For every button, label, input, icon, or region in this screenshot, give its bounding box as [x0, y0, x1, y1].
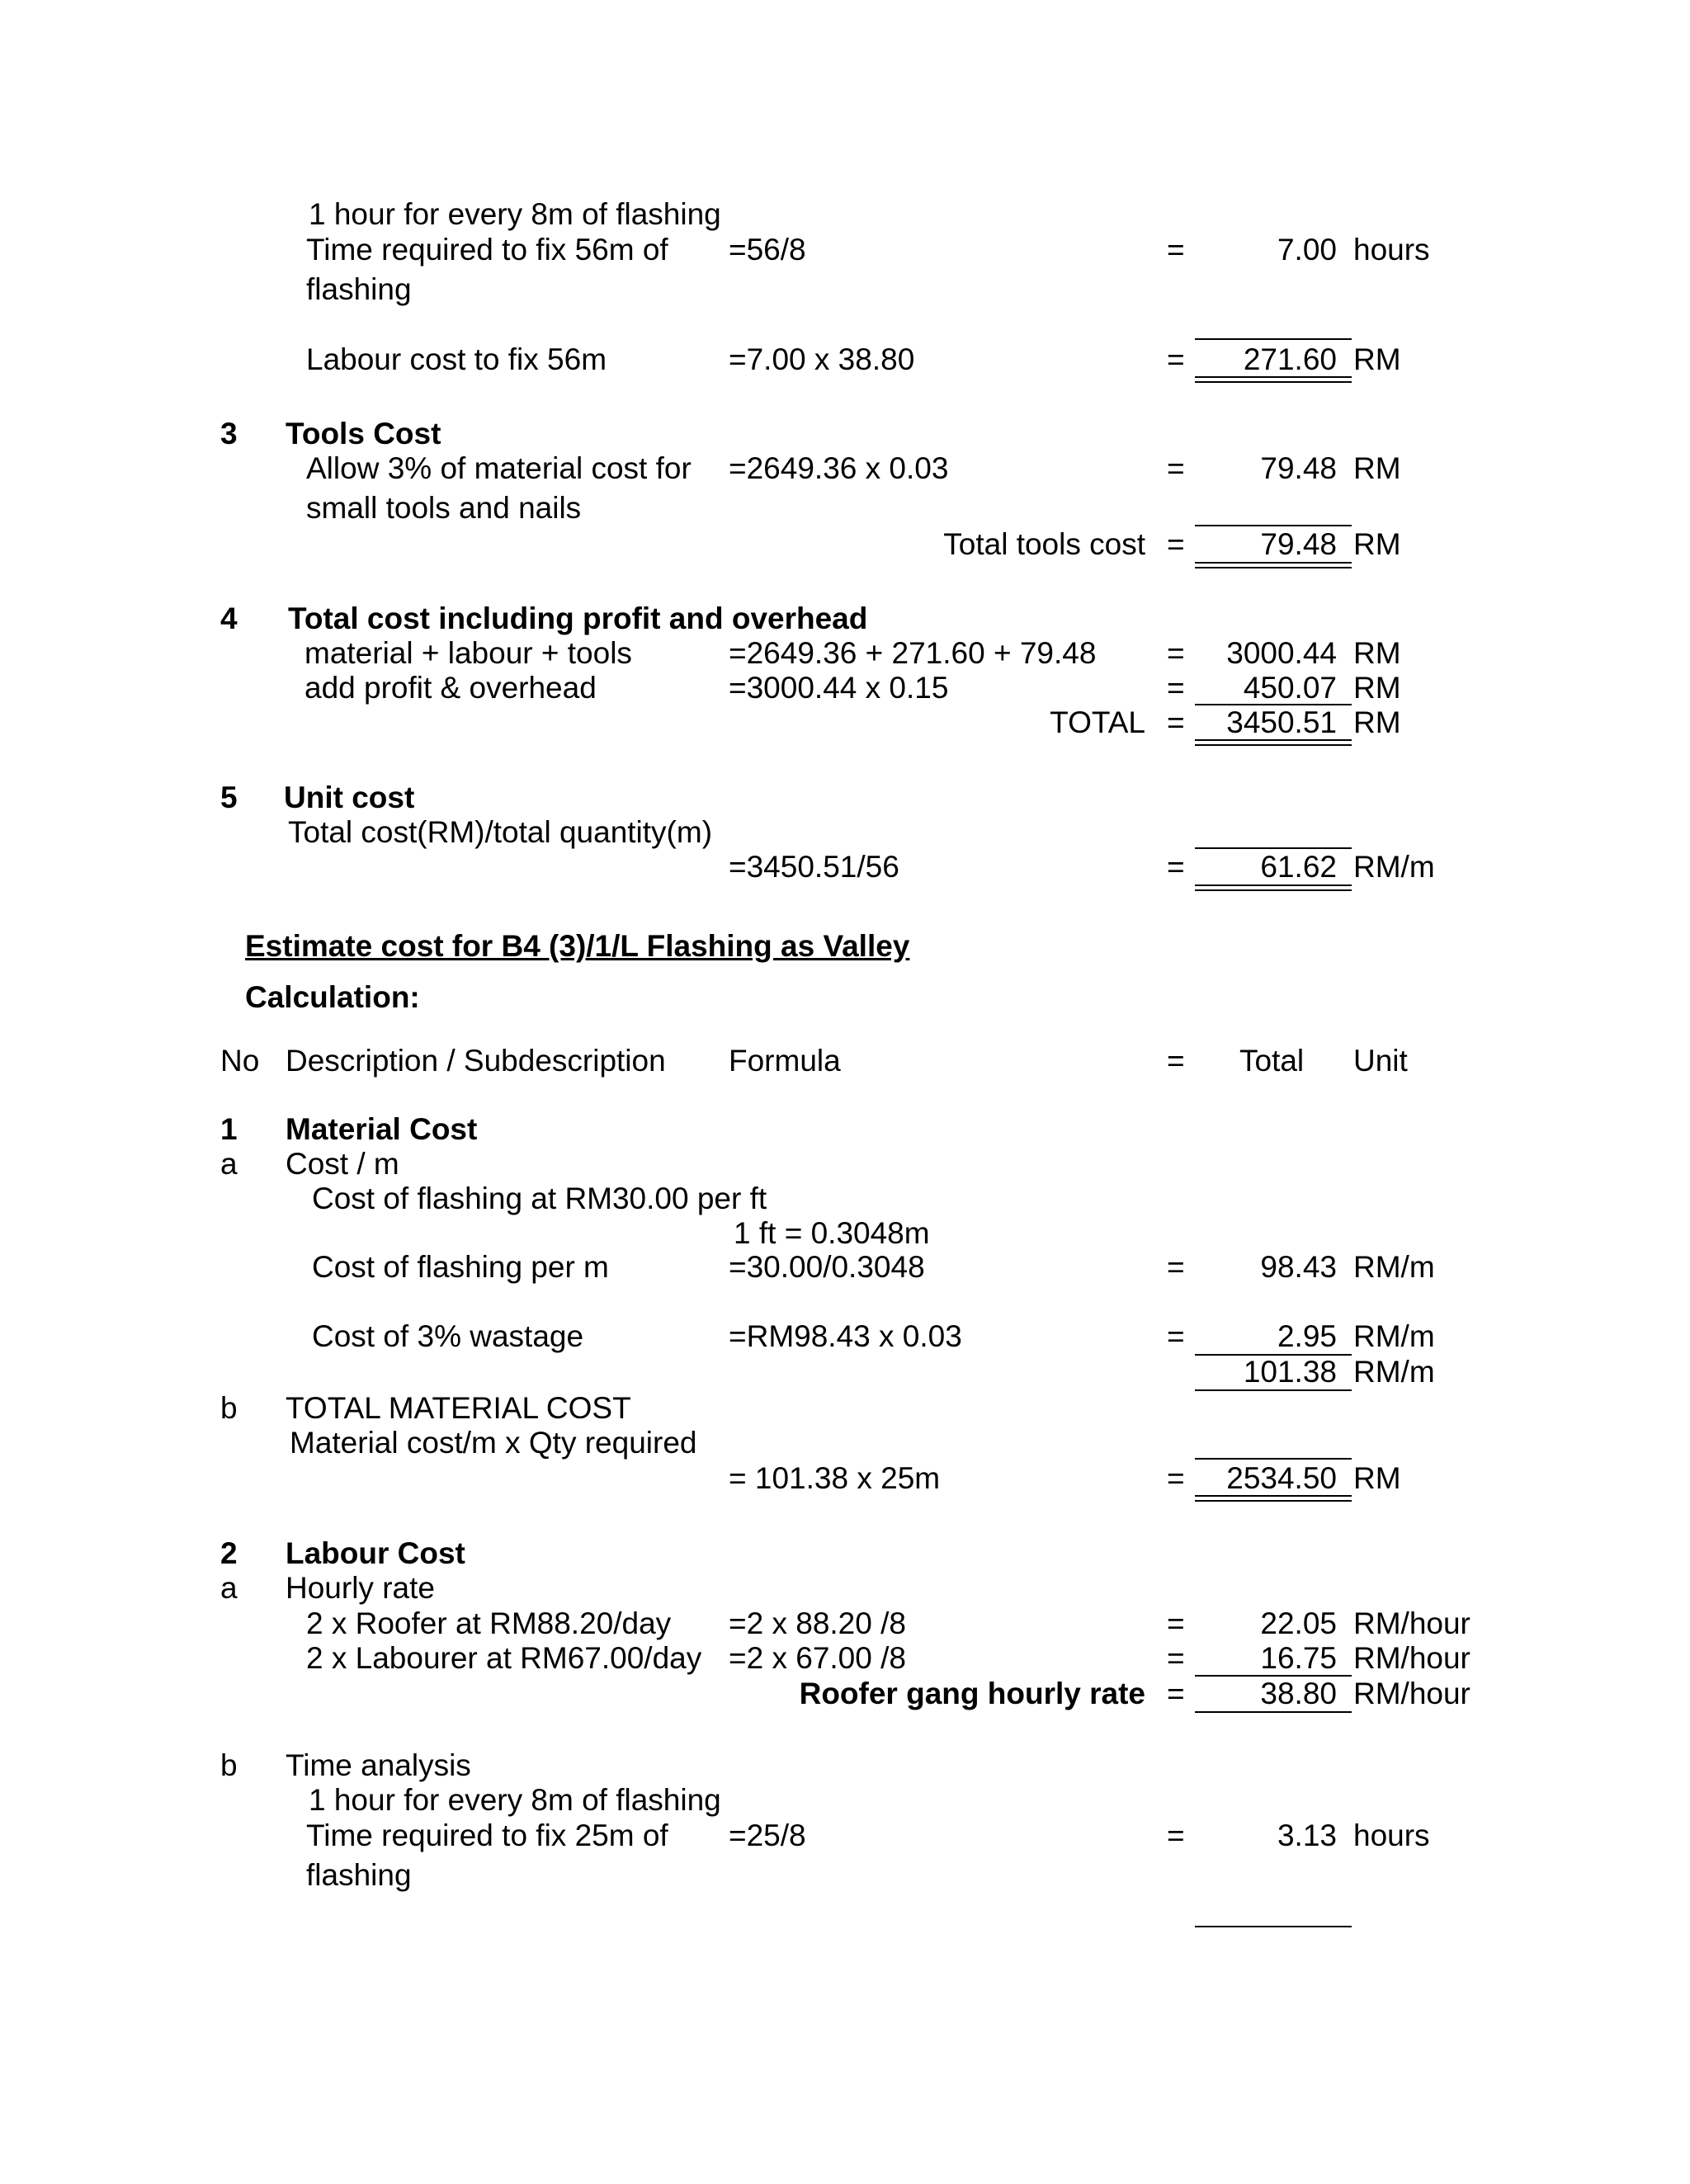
roofer-desc: 2 x Roofer at RM88.20/day	[306, 1606, 672, 1640]
item-letter: b	[220, 1748, 238, 1782]
gang-rate-unit: RM/hour	[1353, 1677, 1470, 1710]
gang-rate-label: Roofer gang hourly rate	[799, 1677, 1145, 1710]
time-desc-line1: Time required to fix 25m of	[306, 1818, 668, 1852]
valley-estimate-title: Estimate cost for B4 (3)/1/L Flashing as Valley	[245, 929, 910, 963]
time-desc-line2: flashing	[306, 1858, 412, 1892]
material-subtotal-unit: RM/m	[1353, 1355, 1435, 1389]
roofer-formula: =2 x 88.20 /8	[729, 1606, 906, 1640]
wastage-unit: RM/m	[1353, 1319, 1435, 1353]
time-analysis-label: Time analysis	[286, 1748, 471, 1782]
labourer-formula: =2 x 67.00 /8	[729, 1641, 906, 1675]
header-total: Total	[1239, 1044, 1305, 1078]
tools-value: 79.48	[1260, 451, 1337, 485]
labour-cost-value: 271.60	[1243, 342, 1337, 376]
tools-unit: RM	[1353, 451, 1401, 485]
labour-cost-formula: =7.00 x 38.80	[729, 342, 915, 376]
time-unit: hours	[1353, 1818, 1430, 1852]
time-rule-text: 1 hour for every 8m of flashing	[309, 197, 721, 231]
time-value: 3.13	[1277, 1818, 1337, 1852]
total-row1-desc: material + labour + tools	[304, 636, 632, 670]
equals-sign: =	[1167, 1606, 1185, 1640]
total-row2-desc: add profit & overhead	[304, 671, 597, 705]
cost-per-m-label: Cost / m	[286, 1147, 399, 1181]
equals-sign: =	[1167, 233, 1185, 267]
header-equals: =	[1167, 1044, 1185, 1078]
calculation-label: Calculation:	[245, 980, 420, 1014]
equals-sign: =	[1167, 451, 1185, 485]
time-value: 7.00	[1277, 233, 1337, 267]
per-m-value: 98.43	[1260, 1250, 1337, 1284]
rule-line	[1195, 338, 1352, 340]
header-formula: Formula	[729, 1044, 841, 1078]
labour-cost-heading: Labour Cost	[286, 1536, 465, 1570]
unit-cost-heading: Unit cost	[284, 781, 415, 814]
item-letter: b	[220, 1391, 238, 1425]
double-rule-line	[1195, 884, 1352, 891]
total-row1-formula: =2649.36 + 271.60 + 79.48	[729, 636, 1097, 670]
tools-formula: =2649.36 x 0.03	[729, 451, 949, 485]
rule-line	[1195, 1458, 1352, 1460]
total-tools-unit: RM	[1353, 527, 1401, 561]
header-no: No	[220, 1044, 260, 1078]
header-description: Description / Subdescription	[286, 1044, 666, 1078]
per-m-formula: =30.00/0.3048	[729, 1250, 925, 1284]
total-value: 3450.51	[1226, 705, 1337, 739]
labour-cost-desc: Labour cost to fix 56m	[306, 342, 607, 376]
time-desc-line1: Time required to fix 56m of	[306, 233, 668, 267]
labourer-desc: 2 x Labourer at RM67.00/day	[306, 1641, 702, 1675]
tools-cost-heading: Tools Cost	[286, 417, 441, 450]
wastage-desc: Cost of 3% wastage	[312, 1319, 584, 1353]
item-letter: a	[220, 1571, 238, 1605]
unit-cost-unit: RM/m	[1353, 850, 1435, 884]
time-rule-text: 1 hour for every 8m of flashing	[309, 1783, 721, 1817]
time-desc-line2: flashing	[306, 272, 412, 306]
total-material-cost-label: TOTAL MATERIAL COST	[286, 1391, 631, 1425]
labourer-value: 16.75	[1260, 1641, 1337, 1675]
total-row2-formula: =3000.44 x 0.15	[729, 671, 949, 705]
equals-sign: =	[1167, 1818, 1185, 1852]
equals-sign: =	[1167, 1461, 1185, 1495]
roofer-value: 22.05	[1260, 1606, 1337, 1640]
wastage-value: 2.95	[1277, 1319, 1337, 1353]
per-m-unit: RM/m	[1353, 1250, 1435, 1284]
tools-desc-line2: small tools and nails	[306, 491, 582, 525]
total-row2-unit: RM	[1353, 671, 1401, 705]
gang-rate-value: 38.80	[1260, 1677, 1337, 1710]
equals-sign: =	[1167, 850, 1185, 884]
conversion-note: 1 ft = 0.3048m	[734, 1216, 930, 1250]
total-cost-heading: Total cost including profit and overhead	[288, 601, 868, 635]
unit-cost-formula: =3450.51/56	[729, 850, 899, 884]
equals-sign: =	[1167, 342, 1185, 376]
double-rule-line	[1195, 562, 1352, 568]
total-row1-unit: RM	[1353, 636, 1401, 670]
section-number: 5	[220, 781, 238, 814]
total-label: TOTAL	[1050, 705, 1145, 739]
labourer-unit: RM/hour	[1353, 1641, 1470, 1675]
time-formula: =25/8	[729, 1818, 806, 1852]
total-row2-value: 450.07	[1243, 671, 1337, 705]
rule-line	[1195, 1711, 1352, 1713]
equals-sign: =	[1167, 1250, 1185, 1284]
time-unit: hours	[1353, 233, 1430, 267]
total-tools-label: Total tools cost	[943, 527, 1145, 561]
material-cost-heading: Material Cost	[286, 1112, 478, 1146]
double-rule-line	[1195, 739, 1352, 746]
labour-cost-unit: RM	[1353, 342, 1401, 376]
roofer-unit: RM/hour	[1353, 1606, 1470, 1640]
total-material-value: 2534.50	[1226, 1461, 1337, 1495]
rule-line	[1195, 1926, 1352, 1927]
rule-line	[1195, 1389, 1352, 1391]
total-material-unit: RM	[1353, 1461, 1401, 1495]
time-formula: =56/8	[729, 233, 806, 267]
equals-sign: =	[1167, 636, 1185, 670]
total-material-desc: Material cost/m x Qty required	[290, 1426, 697, 1460]
item-letter: a	[220, 1147, 238, 1181]
section-number: 3	[220, 417, 238, 450]
total-row1-value: 3000.44	[1226, 636, 1337, 670]
double-rule-line	[1195, 376, 1352, 383]
double-rule-line	[1195, 1495, 1352, 1502]
hourly-rate-label: Hourly rate	[286, 1571, 435, 1605]
section-number: 1	[220, 1112, 238, 1146]
material-subtotal-value: 101.38	[1243, 1355, 1337, 1389]
flashing-price-note: Cost of flashing at RM30.00 per ft	[312, 1182, 767, 1215]
header-unit: Unit	[1353, 1044, 1408, 1078]
section-number: 2	[220, 1536, 238, 1570]
equals-sign: =	[1167, 705, 1185, 739]
equals-sign: =	[1167, 1677, 1185, 1710]
wastage-formula: =RM98.43 x 0.03	[729, 1319, 962, 1353]
equals-sign: =	[1167, 1641, 1185, 1675]
tools-desc-line1: Allow 3% of material cost for	[306, 451, 692, 485]
unit-cost-desc: Total cost(RM)/total quantity(m)	[288, 815, 713, 849]
total-material-formula: = 101.38 x 25m	[729, 1461, 941, 1495]
equals-sign: =	[1167, 1319, 1185, 1353]
total-unit: RM	[1353, 705, 1401, 739]
per-m-desc: Cost of flashing per m	[312, 1250, 609, 1284]
unit-cost-value: 61.62	[1260, 850, 1337, 884]
equals-sign: =	[1167, 671, 1185, 705]
equals-sign: =	[1167, 527, 1185, 561]
section-number: 4	[220, 601, 238, 635]
total-tools-value: 79.48	[1260, 527, 1337, 561]
